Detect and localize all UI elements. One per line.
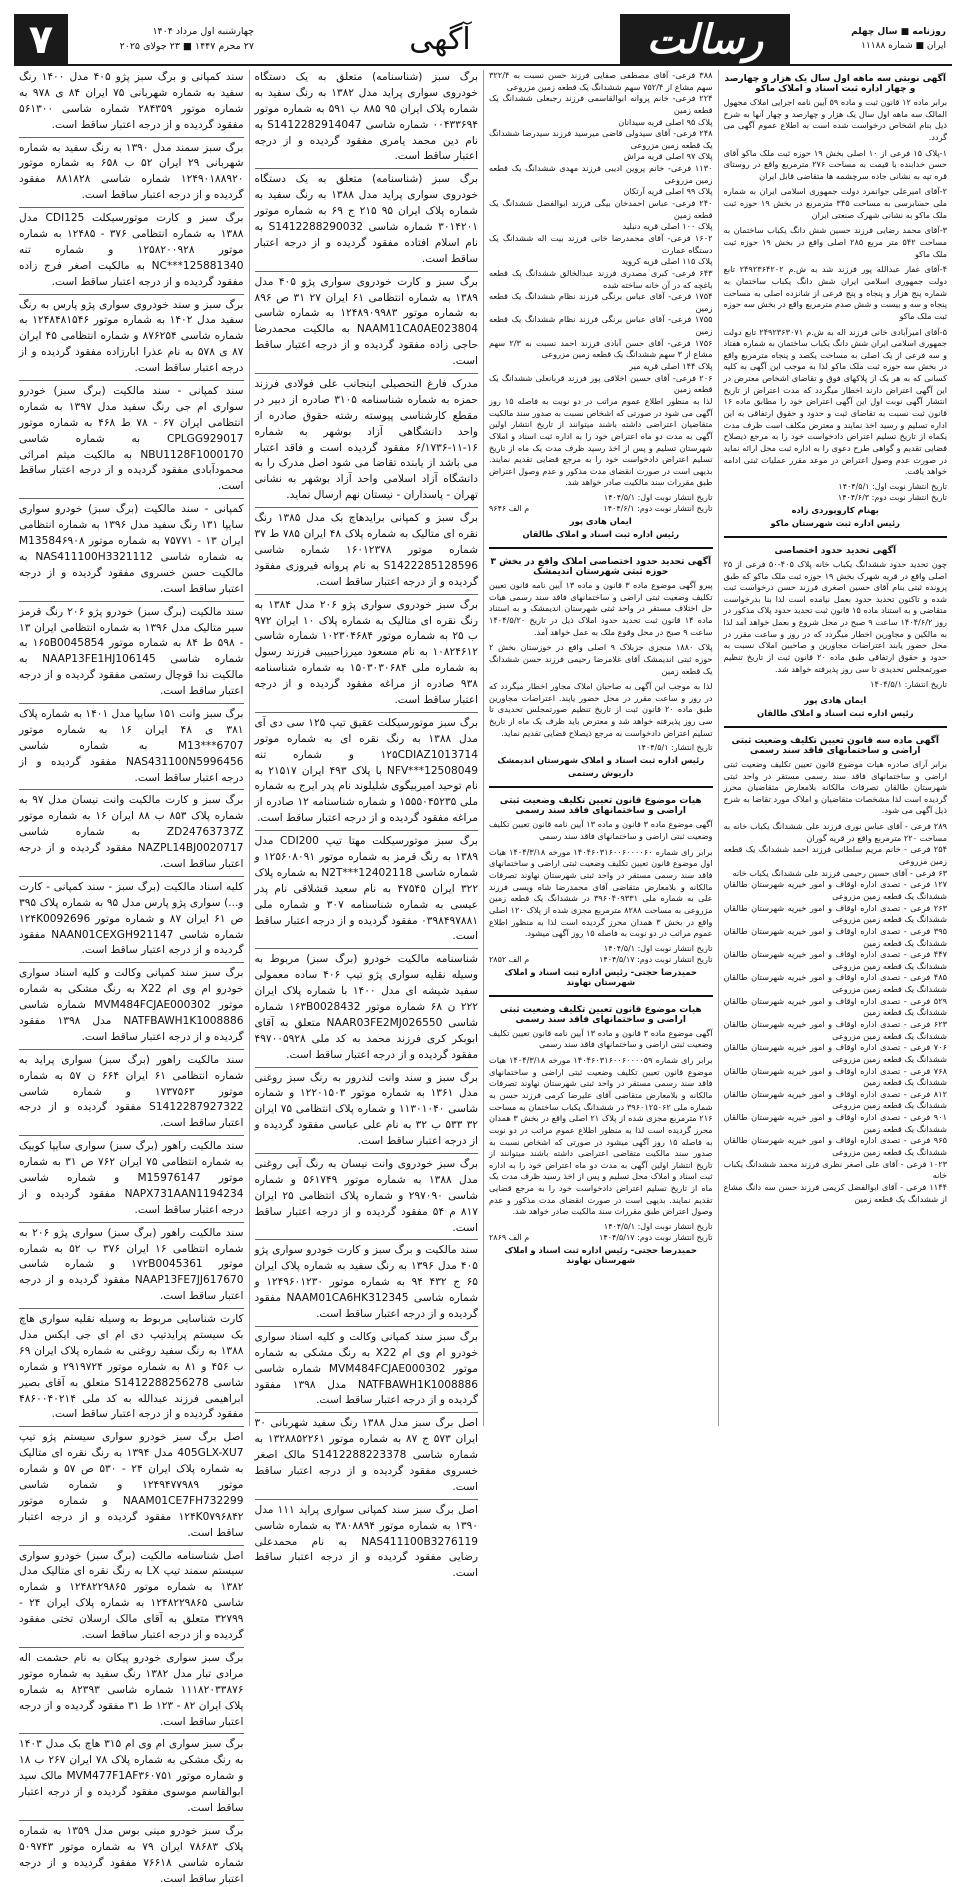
issue-box xyxy=(790,14,952,66)
classified-ad: شناسنامه مالکیت خودرو (برگ سبز) مربوط به وسیله نقلیه سواری پژو تیپ ۴۰۶ ساده معمولی سفید شیشه ای مدل ۱۴۰۰ با شماره پلاک ایران ۲۲۲ ن ۶۸ شماره موتور ۱۶۳B0028432 شماره شاسی NAAR03FE2MJ026550 متعلق به آقای ابوبکر کری فرزند محمد به کد ملی ۴۹۷۰۰۵۹۲۸ مفقود گردیده و از درجه اعتبار ساقط است. xyxy=(254,953,478,1061)
publish-date-first: تاریخ انتشار نوبت اول: ۱۴۰۴/۵/۱ xyxy=(603,1222,713,1232)
list-item: ۴۴۷ فرعی - تصدی اداره اوقاف و امور خیریه شهرستان طالقان ششدانگ یک قطعه زمین مزروعی xyxy=(723,949,947,971)
ad-separator xyxy=(19,1426,244,1427)
ad-separator xyxy=(19,1647,244,1648)
signature-name: رئیس اداره ثبت اسناد و املاک شهرستان اندیمشک xyxy=(497,755,705,766)
signature-name: ایمان هادی پور xyxy=(804,694,867,705)
list-item: ۵۲۹ فرعی - تصدی اداره اوقاف و امور خیریه شهرستان طالقان ششدانگ یک قطعه زمین xyxy=(723,995,947,1018)
list-item: ۹۰۱ فرعی - تصدی اداره اوقاف و امور خیریه شهرستان طالقان ششدانگ یک قطعه زمین xyxy=(723,1112,947,1134)
publish-row xyxy=(489,743,713,752)
ad-heading: هیات موضوع قانون تعیین تکلیف وضعیت ثبتی اراضی و ساختمانهای فاقد سند رسمی xyxy=(499,1004,702,1025)
classified-ad: برگ سبز موتورسیکلت مهتا تیپ CDI200 مدل ۱۳۸۹ به رنگ قرمز به شماره موتور ۱۲۵۶۰۸۰۹۱ و شماره شاسی N2T***12402118 به شماره پلاک ۳۲۲ ایران ۴۷۵۴۵ به نام سعید قشلاقی نام پدر عیسی به شماره شناسنامه ۳۰۷ و شماره ملی ۰۳۹۸۴۹۷۸۸۱ مفقود گردیده و از درجه اعتبار ساقط است. xyxy=(254,835,479,943)
publish-row xyxy=(489,1233,713,1242)
list-item: پلاک ۹۹ اصلی قریه آرتکان xyxy=(623,186,713,197)
list-item: ۳۸۸ فرعی- آقای مصطفی صفایی فرزند حسن نسبت به ۳۲۲/۴ سهم مشاع از ۷۵۲/۴ سهم ششدانگ یک قطعه زمین مزروعی xyxy=(489,70,713,92)
date-box xyxy=(68,14,260,66)
publish-date-second: تاریخ انتشار نوبت دوم: ۱۴۰۴/۵/۱۷ xyxy=(599,954,713,964)
publish-row xyxy=(489,493,713,502)
ad-separator xyxy=(19,137,244,138)
list-item: پلاک ۹۵ اصلی قریه سیدانان xyxy=(618,116,713,127)
signature: حمیدرضا حجتی- رئیس اداره ثبت اسناد و املاک شهرستان نهاوند xyxy=(504,966,697,987)
list-item: ۱۷۵۵ فرعی- آقای عباس برنگی فرزند نظام ششدانگ یک قطعه زمین xyxy=(489,314,713,337)
classified-ad: کمپانی - سند مالکیت (برگ سبز) خودرو سواری سایپا ۱۳۱ رنگ سفید مدل ۱۳۹۶ به شماره انتظامی ایران ۱۳ - ۷۵۷۷۱ به شماره موتور M13584۶۹۰۸ به شماره شاسی NAS411100H3321112 به مالکیت حسن خسروی مفقود گردیده و از درجه اعتبار ساقط است. xyxy=(19,503,244,595)
ad-separator xyxy=(19,294,244,295)
classified-ad: اصل شناسنامه مالکیت (برگ سبز) خودرو سواری سیستم سمند تیپ LX به رنگ نقره ای متالیک مدل ۱۳۸۲ به شماره موتور ۱۲۴۸۲۲۹۸۶۵ و شماره شاسی ۱۲۴۸۲۲۹۸۶۵ به شماره پلاک ایران ۲۴ - ۳۲۷۹۹ متعلق به آقای مالک ارسلان تختی مفقود گردیده و از درجه اعتبار ساقط است. xyxy=(19,1549,244,1642)
ad-paragraph: پلاک ۱۸۸۰ منجزی جزبلاک ۹ اصلی واقع در خوزستان بخش ۲ حوزه ثبتی اندیمشک آقای غلامرضا رحیمی فرزند حسن ششدانگ یک قطعه زمین xyxy=(489,642,713,676)
publish-date-first: تاریخ انتشار نوبت اول: ۱۴۰۴/۵/۱ xyxy=(603,493,713,503)
ad-code: م الف ۲۸۶۹ xyxy=(489,1233,530,1243)
list-item: ۲۲۴ فرعی- خانم پروانه ابوالقاسمی فرزند رجبعلی ششدانگ یک قطعه زمین xyxy=(489,93,713,115)
classified-ad: برگ سبز و کارت خودروی سواری پژو ۴۰۵ مدل ۱۳۸۹ به شماره انتظامی ۶۱ ایران ۲۷ ۳۱ ص ۸۹۶ به شماره موتور ۱۲۴۸۹۰۹۹۸۳ به شماره شاسی NAAM11CA0AE023804 به مالکیت محمدرضا حاجی زاده مفقود گردیده و از درجه اعتبار ساقط است. xyxy=(254,275,478,368)
classified-ad: سند مالکیت و برگ سبز و کارت خودرو سواری پژو ۴۰۵ مدل ۱۳۹۶ به رنگ سفید به شماره پلاک ایران ۶۵ ج ۴۳۲ ۹۴ به شماره موتور ۱۲۴۹۶۰۱۲۳۰ و شماره شاسی NAAM01CA6HK312345 مفقود گردیده و از درجه اعتبار ساقط است. xyxy=(254,1244,478,1321)
classified-ad: سند کمپانی و برگ سبز پژو ۴۰۵ مدل ۱۴۰۰ رنگ سفید به شماره شهربانی ۷۵ ایران ۸۴ ی ۹۷۸ به شماره موتور ۲۸۴۳۵۹ شماره شاسی ۵۶۱۳۰۰ مفقود گردیده و از درجه اعتبار ساقط است. xyxy=(19,71,244,131)
classified-ad: برگ سبز و سند وانت لندرور به رنگ سبز روغنی مدل ۱۳۶۱ به شماره موتور ۱۲۲۰۱۵۰۳ و شماره شاسی ۱۱۳۰۱۰۴۰ و شماره پلاک انتظامی ۷۵ ایران ۳۲ ۵۳۳ ب ۳۲ به نام علی عباسی مفقود گردیده و از درجه اعتبار ساقط است. xyxy=(254,1071,478,1148)
classified-ad: برگ سبز سواری خودرو پیکان به نام حشمت اله مرادی تبار مدل ۱۳۸۲ رنگ سفید به شماره موتور ۱۱۱۸۲۰۳۳۸۷۶ شماره شاسی ۸۲۳۹۳ به شماره پلاک ایران ۸۲ - ۱۲۳ ط ۳۱ مفقود گردیده و از درجه اعتبار ساقط است. xyxy=(19,1651,244,1728)
date-line-1: چهارشنبه اول مرداد ۱۴۰۴ xyxy=(152,26,254,37)
ad-separator xyxy=(255,1326,479,1327)
publish-date-first: تاریخ انتشار نوبت اول: ۱۴۰۴/۵/۱ xyxy=(603,943,713,953)
ad-heading: آگهی نوبتی سه ماهه اول سال یک هزار و چهارصد و چهار اداره ثبت اسناد و املاک ماکو xyxy=(724,74,946,94)
ad-paragraph: آگهی موضوع ماده ۳ قانون و ماده ۱۳ آیین نامه قانون تعیین تکلیف وضعیت ثبتی اراضی و ساختمانهای فاقد سند رسمی xyxy=(489,819,713,842)
ad-paragraph: برابر رای شماره ۱۴۰۴۶۰۳۱۶۰۰۶۰۰۰۰۶۰ مورخه ۱۴۰۴/۳/۱۸ هیات اول موضوع قانون تعیین تکلیف وضعیت ثبتی اراضی و ساختمانهای فاقد سند رسمی مستقر در واحد ثبتی شهرستان نهاوند تصرفات مالکانه و بلامعارض متقاضی آقای محمدرضا شاه ویسی فرزند علی به شماره ملی ۳۹۶۰۴۰۹۳۳۱ در ششدانگ یک قطعه زمین مزروعی به مساحت ۸۲۸۸ مترمربع مجزی شده از پلاک ۱۲۰ اصلی واقع در بخش ۳ همدان محرز گردیده است لذا به منظور اطلاع عموم مراتب در دو نوبت به فاصله ۱۵ روز آگهی میشود. xyxy=(489,846,713,939)
list-item: ۱۱۳۰ فرعی- خانم پروین ادیبی فرزند مهدی ششدانگ یک قطعه زمین مزروعی xyxy=(489,163,713,185)
divider xyxy=(489,786,713,788)
publish-date-second: تاریخ انتشار نوبت دوم: ۱۴۰۴/۵/۱۷ xyxy=(599,1233,713,1243)
ad-separator xyxy=(255,594,479,595)
classified-ad: مدرک فارغ التحصیلی اینجانب علی فولادی فرزند حمزه به شماره شناسنامه ۳۱۰۵ صادره از دبیر در مقطع کارشناسی پیوسته رشته حقوق صادره از واحد دانشگاهی آزاد بوشهر به شماره ۱۶-۱۱-۶/۱۷۳۶ مفقود گردیده است و فاقد اعتبار می باشد از یابنده تقاضا می شود اصل مدرک را به دانشگاه آزاد اسلامی واحد آزاد بوشهر به نشانی تهران - پاسداران - نیستان نهم ارسال نماید. xyxy=(254,378,478,502)
signature-name: بهنام کاروپوردی زاده xyxy=(791,504,879,515)
classified-ad: برگ سبز خودرو مینی بوس مدل ۱۳۵۹ به شماره پلاک ۷۸۶۸۳ ایران ۷۹ به شماره موتور ۵۰۹۷۴۳ شماره شاسی ۷۶۶۱۸ مفقود گردیده و از درجه اعتبار ساقط است. xyxy=(19,1824,244,1885)
column-2 xyxy=(483,70,718,1426)
list-item: ۲۰۶ فرعی- آقای حسین اخلاقی پور فرزند قربانعلی ششدانگ یک قطعه زمین xyxy=(489,372,713,395)
ad-separator xyxy=(255,168,479,169)
list-item: پلاک ۱۱۵ اصلی قریه کروید xyxy=(621,256,713,267)
ad-paragraph: برابر ماده ۱۲ قانون ثبت و ماده ۵۹ آیین نامه اجرایی املاک مجهول المالک سه ماهه اول سال یک هزار و چهارصد و چهار آنها به شرح ذیل بنام اشخاص درخواست شده است به اطلاع عموم آگهی می گردد. xyxy=(723,97,948,142)
classified-ad: سند مالکیت راهور (برگ سبز) سواری پژو ۲۰۶ به شماره انتظامی ۱۶ ایران ۳۷۶ ب ۵۲ به شماره موتور ۱۷۲B0045361 و شماره شاسی NAAP13FE7JJ617670 مفقود گردیده و از درجه اعتبار ساقط است. xyxy=(19,1226,244,1303)
page-number: ۷ xyxy=(14,14,68,66)
column-1 xyxy=(718,70,953,1426)
classified-ad: سند مالکیت (برگ سبز) خودرو پژو ۲۰۶ رنگ قرمز سیر متالیک مدل ۱۳۹۶ به شماره انتظامی ایران ۱۳ - ۵۹۸ ط ۸۴ به شماره موتور ۱۶۵B0045854 به شماره شاسی NAAP13FE1HJ106145 به مالکیت ندا قوچال رستمی مفقود گردیده و از درجه اعتبار ساقط است. xyxy=(19,605,244,698)
divider xyxy=(489,547,713,549)
classified-ad: برگ سبز سند کمپانی وکالت و کلیه اسناد سواری خودرو ام وی ام X22 به رنگ مشکی به شماره موتور MVM484FCJAE000302 شماره شاسی NATFBAWH1K1008886 مدل ۱۳۹۸ مفقود گردیده و از درجه اعتبار ساقط است. xyxy=(19,967,244,1043)
ad-separator xyxy=(255,948,479,949)
publish-dates xyxy=(724,482,948,491)
classified-ad: سند کمپانی - سند مالکیت (برگ سبز) خودرو سواری ام جی رنگ سفید مدل ۱۳۹۷ به شماره انتظامی ایران ۶۷ - ۷۸ ط ۴۶۸ به شماره موتور CPLGG929017 به شماره شاسی NBU1128F1000170 به مالکیت میثم امرائی محمودآبادی مفقود گردیده و از درجه اعتبار ساقط است. xyxy=(19,385,244,493)
ad-separator xyxy=(19,876,244,877)
classified-ad: برگ سبز و کمپانی برایدهاچ بک مدل ۱۳۸۵ رنگ نقره ای متالیک به شماره پلاک ۴۸ ایران ۷۸۵ ط ۳۷ شماره موتور ۱۶۰۱۲۳۷۸ شماره شاسی S1422285128596 به نام پروانه فیروزی مفقود گردیده و از درجه اعتبار ساقط است. xyxy=(254,512,478,588)
ad-heading: آگهی تحدید حدود اختصاصی املاک واقع در بخش ۳ حوزه ثبتی شهرستان اندیمشک xyxy=(490,557,712,578)
ad-separator xyxy=(19,962,244,963)
classified-ad: برگ سبز خودروی سواری پژو ۲۰۶ مدل ۱۳۸۴ به رنگ نقره ای متالیک به شماره پلاک ۱۰ ایران ۹۷۲ ب ۲۵ به شماره موتور ۱۰۲۳۰۴۶۸۴ شماره شاسی ۱۰۸۲۴۶۱۲ به نام مسعود میرزاحبیبی فرزند رسول به شماره ملی ۱۵۰۳۰۳۰۶۸۴ به شماره شناسنامه ۹۳۸ صادره از مراغه مفقود گردیده و از درجه اعتبار ساقط است. xyxy=(254,598,478,706)
date-line-2: ۲۷ محرم ۱۴۴۷ ■ ۲۳ جولای ۲۰۲۵ xyxy=(119,41,254,52)
classified-ad: برگ سبز و کارت مالکیت وانت نیسان مدل ۹۷ به شماره پلاک ۸۵۳ ب ۸۸ ایران ۱۶ به شماره موتور ZD24763737Z به شماره شاسی NAZPL14BJ0020717 مفقود گردیده و از درجه اعتبار ساقط است. xyxy=(19,794,244,870)
signature-title: رئیس اداره ثبت اسناد و املاک طالقان xyxy=(522,529,680,540)
ad-separator xyxy=(19,703,244,704)
ad-separator xyxy=(19,1308,244,1309)
ad-separator xyxy=(19,207,244,208)
ad-separator xyxy=(19,1545,244,1546)
publish-date-second: تاریخ انتشار نوبت دوم: ۱۴۰۴/۶/۱ xyxy=(603,504,713,514)
ad-separator xyxy=(19,601,244,602)
ad-separator xyxy=(255,830,479,831)
list-item: ۱۰۲۳ فرعی - آقای علی اصغر نظری فرزند محمد ششدانگ یکباب خانه xyxy=(723,1158,947,1181)
list-item: پلاک ۱۴۴ اصلی قریه میر xyxy=(629,361,713,372)
classified-ad: برگ سبز موتورسیکلت عقیق تیپ ۱۲۵ سی دی آی مدل ۱۳۸۸ به رنگ نقره ای به شماره موتور ۱۲۵CDIAZ1013714 و شماره تنه NFV***12508049 با پلاک ۴۹۳ ایران ۲۱۵۱۷ به نام توحید امیربیگوی شلیلوند نام پدر ایرج به شماره ملی ۱۵۵۵۰۴۵۲۳۵ و شماره شناسنامه ۱۲ صادره از مراغه مفقود گردیده و از درجه اعتبار ساقط است. xyxy=(254,716,478,825)
section-title: آگهی xyxy=(260,14,620,66)
list-item: پلاک ۹۷ اصلی قریه مراش xyxy=(623,151,713,162)
list-item: ۲۴۰ فرعی- عباس احمدخان بیگی فرزند ابوالفضل ششدانگ یک قطعه زمین xyxy=(489,198,713,220)
issue-line-2: ایران ■ شماره ۱۱۱۸۸ xyxy=(861,41,946,51)
publish-row xyxy=(489,1222,713,1231)
column-3 xyxy=(249,70,484,1580)
ad-paragraph: ۳-آقای محمد رضایی فرزند حسین شش دانگ یکباب ساختمان به مساحت ۵۴۲ متر مربع ۲۸۵ اصلی واقع در بخش ۱۹ حوزه ثبت ملک ماکو xyxy=(723,225,947,259)
ad-paragraph: برابر آرای صادره هیات موضوع قانون تعیین تکلیف وضعیت ثبتی اراضی و ساختمانهای فاقد سند رسمی مستقر در واحد ثبتی شهرستان طالقان تصرفات مالکانه بلامعارض متقاضیان محرز گردیده است لذا مشخصات متقاضیان و املاک مورد تقاضا به شرح ذیل آگهی می شود. xyxy=(723,758,947,816)
ad-paragraph: ۱-پلاک ۱۵ فرعی از ۱۰ اصلی بخش ۱۹ حوزه ثبت ملک ماکو آقای حسن خدابنده با قیمت به مساحت ۲۷۶ مترمربع واقع در روستای قره تپه به نشانی جاده سرچشمه ها متقاضی قابل ایران xyxy=(723,147,947,181)
signature-title: رئیس اداره ثبت شهرستان ماکو xyxy=(770,517,900,528)
classified-ad: برگ سبز سواری ام وی ام ۳۱۵ هاچ بک مدل ۱۴۰۳ به رنگ مشکی به شماره پلاک ۷۸ ایران ۲۶۷ ب ۱۸ و شماره موتور MVM477F1AF۳۶۰۷۵۱ مالک سید ابوالقاسم موسوی مفقود گردیده و از درجه اعتبار ساقط است. xyxy=(19,1738,244,1814)
divider xyxy=(724,536,948,538)
classified-ad: برگ سبز سمند مدل ۱۳۹۰ به رنگ سفید به شماره شهربانی ۲۹ ایران ۵۲ ب ۶۵۸ به شماره موتور ۱۲۴۹۰۱۸۸۹۲۰ شماره شاسی ۸۸۱۸۲۸ مفقود گردیده و از درجه اعتبار ساقط است. xyxy=(19,141,244,202)
list-item: ۹۶۵ فرعی - تصدی اداره اوقاف و امور خیریه شهرستان طالقان ششدانگ یک قطعه زمین مزروعی xyxy=(723,1135,947,1158)
list-item: ۱۷۵۶ فرعی- آقای حسن آبادی فرزند احمد نسبت به ۲/۳ سهم مشاع از ۳ سهم ششدانگ یک قطعه زمین مزروعی xyxy=(489,337,713,360)
ad-separator xyxy=(255,1412,479,1413)
ad-separator xyxy=(19,1820,244,1821)
ad-heading: آگهی تحدید حدود اختصاصی xyxy=(774,545,897,556)
list-item: ۴۸۵ فرعی - تصدی اداره اوقاف و امور خیریه شهرستان طالقان ششدانگ یک قطعه زمین مزروعی xyxy=(723,972,947,995)
publish-row xyxy=(489,955,713,964)
classified-ad: برگ سبز سند کمپانی وکالت و کلیه اسناد سواری خودرو ام وی ام X22 به رنگ مشکی به شماره موتور MVM484FCJAE000302 شماره شاسی NATFBAWH1K1008886 مدل ۱۳۹۸ مفقود گردیده و از درجه اعتبار ساقط است. xyxy=(254,1330,478,1407)
signature-name: ایمان هادی پور xyxy=(569,516,632,527)
list-item: ۷۰۶ فرعی - تصدی اداره اوقاف و امور خیریه شهرستان طالقان ششدانگ یک قطعه زمین مزروعی xyxy=(723,1042,947,1064)
newspaper-logo: رسالت xyxy=(620,14,790,66)
list-item: ۶۳ فرعی - آقای حسین رحیمی فرزند علی ششدانگ یکباب خانه xyxy=(732,867,947,878)
ad-paragraph: برابر رای شماره ۱۴۰۴۶۰۳۱۶۰۰۶۰۰۰۰۵۹ مورخه ۱۴۰۴/۳/۱۸ هیات موضوع قانون تعیین تکلیف وضعیت ثبتی اراضی و ساختمانهای فاقد سند رسمی مستقر در واحد ثبتی شهرستان نهاوند تصرفات مالکانه و بلامعارض متقاضی آقای علیرضا کرمی فرزند حسن به شماره ملی ۳۹۶۰۱۲۵۰۶۲ در ششدانگ یکباب ساختمان به مساحت ۲۱۶ مترمربع مجزی شده از پلاک ۲۱ اصلی واقع در بخش ۳ همدان محرز گردیده است لذا به منظور اطلاع عموم مراتب در دو نوبت به فاصله ۱۵ روز آگهی میشود در صورتی که اشخاص نسبت به صدور سند مالکیت متقاضی اعتراضی داشته باشند میتوانند از تاریخ انتشار اولین آگهی به مدت دو ماه اعتراض خود را به اداره ثبت اسناد و املاک محل تسلیم و پس از اخذ رسید ظرف مدت یک ماه از تاریخ تسلیم اعتراض دادخواست خود را به مرجع قضایی تقدیم نمایند. بدیهی است در صورت انقضای مدت مذکور و عدم وصول اعتراض طبق مقررات سند مالکیت صادر خواهد شد. xyxy=(489,1055,713,1217)
ad-separator xyxy=(255,1239,479,1240)
classified-ad: برگ سبز (شناسنامه) متعلق به یک دستگاه خودروی سواری پراید مدل ۱۳۸۸ به رنگ سفید به شماره پلاک ایران ۹۵ ۲۱۵ ج ۶۹ به شماره موتور ۳۰۱۴۲۰۱ شماره شاسی S1412288290032 به نام اسلام افتاده مفقود گردیده و از درجه اعتبار ساقط است. xyxy=(254,173,479,265)
classified-ad: کلیه اسناد مالکیت (برگ سبز - سند کمپانی - کارت و...) سواری پژو پارس مدل ۹۵ به شماره پلاک ۳۹۵ ص ۶۱ ایران ۸۷ و شماره موتور ۱۲۴K0092696 شماره شاسی NAAN01CEXGH921147 مفقود گردیده و از درجه اعتبار ساقط است. xyxy=(19,880,244,957)
ad-separator xyxy=(255,1153,479,1154)
ad-separator xyxy=(255,507,479,508)
ad-paragraph: تاریخ انتشار: ۱۴۰۴/۵/۱ xyxy=(870,679,947,690)
list-item: ۱۷۵۴ فرعی- آقای عباس برنگی فرزند نظام ششدانگ یک قطعه زمین xyxy=(489,291,713,313)
list-item: ۱۶۰۲ فرعی- آقای محمدرضا خانی فرزند بیت اله ششدانگ یک دستگاه عمارت xyxy=(489,232,713,255)
ad-separator xyxy=(19,1222,244,1223)
list-item: ۱۱۴۴ فرعی - آقای ابوالفضل کریمی فرزند حسن سه دانگ مشاع از ششدانگ یک قطعه زمین xyxy=(723,1181,947,1204)
publish-dates-2 xyxy=(724,493,948,502)
classified-ad: برگ سبز خودروی وانت نیسان به رنگ آبی روغنی مدل ۱۳۸۸ به شماره موتور ۵۶۱۷۴۹ و شماره شاسی ۲۹۷۰۹۰ و شماره پلاک انتظامی ۲۵ ایران ۸۱۷ م ۵۴ مفقود گردیده و از درجه اعتبار ساقط است. xyxy=(254,1158,478,1234)
column-4 xyxy=(14,70,249,1885)
ad-paragraph: لذا به منظور اطلاع عموم مراتب در دو نوبت به فاصله ۱۵ روز آگهی می شود در صورتی که اشخاص نسبت به صدور سند مالکیت متقاضیان اعتراضی داشته باشند میتوانند از تاریخ انتشار اولین آگهی به مدت دو ماه اعتراض خود را به اداره ثبت اسناد و املاک شهرستان تسلیم و پس از اخذ رسید ظرف مدت یک ماه از تاریخ تسلیم اعتراض دادخواست خود را به مرجع قضایی تقدیم نمایند. بدیهی است در صورت انقضای مدت مذکور و عدم وصول اعتراض طبق مقررات سند مالکیت صادر خواهد شد. xyxy=(489,395,713,488)
publish-date: تاریخ انتشار: ۱۴۰۴/۵/۱ xyxy=(637,743,713,753)
ad-paragraph: پیرو آگهی موضوع ماده ۳ قانون و ماده ۱۳ آیین نامه قانون تعیین تکلیف وضعیت ثبتی اراضی و ساختمانهای فاقد سند رسمی هیات حل اختلاف مستقر در واحد ثبتی شهرستان اندیمشک و به استناد ماده ۱۴ قانون ثبت تحدید حدود املاک ذیل در تاریخ ۱۴۰۴/۵/۲۰ ساعت ۹ صبح در محل وقوع ملک به عمل خواهد آمد. xyxy=(489,580,713,637)
ad-separator xyxy=(19,380,244,381)
list-item: ۶۴۳ فرعی- کبری مصدری فرزند عبدالخالق ششدانگ یک قطعه باغچه که در آن خانه ساخته شده xyxy=(489,267,713,290)
ad-paragraph: ۴-آقای غفار عبدالله پور فرزند شد به ش.م ۲۴۹۲۳۶۴۲۰۲ تابع دولت جمهوری اسلامی ایران شش دانگ یکباب ساختمان به شماره پنج هزار و پنجاه و پنج فرعی از شانزده اصلی به مساحت پنجاه و سه و بیست و شش صدم مترمربع واقع در بخش سه حوزه ثبت ملک ماکو xyxy=(723,264,947,321)
issue-line-1: روزنامه ■ سال چهلم xyxy=(851,27,946,37)
ad-separator xyxy=(255,1499,479,1500)
classified-ad: اصل برگ سبز مدل ۱۳۸۸ رنگ سفید شهربانی ۳۰ ایران ۵۷۳ ج ۸۷ به شماره موتور ۱۳۲۸۸۵۲۲۶۱ به شماره شاسی S1412288223378 مالک اصغر خسروی مفقود گردیده و از درجه اعتبار ساقط است. xyxy=(254,1417,479,1493)
list-item: ۲۴۸ فرعی- آقای سیدولی قاضی میرسید فرزند سیدرضا ششدانگ یک قطعه زمین مزروعی xyxy=(489,128,713,150)
list-item: ۲۵۴ فرعی - خانم مریم سلطانی فرزند احمد ششدانگ یک قطعه زمین مزروعی xyxy=(723,844,947,867)
list-item: ۸۱۲ فرعی - تصدی اداره اوقاف و امور خیریه شهرستان طالقان ششدانگ یک قطعه زمین مزروعی xyxy=(723,1088,947,1111)
classified-ad: برگ سبز و سند خودروی سواری پژو پارس به رنگ سفید مدل ۱۴۰۲ به شماره موتور ۱۲۴۸۴۸۱۵۴۶ به شماره شاسی ۸۷۶۲۵۴ و شماره انتظامی ۴۵ ایران ۸۷ ی ۵۷۸ به نام عذرا ابارزاده مفقود گردیده و از درجه اعتبار ساقط است. xyxy=(19,298,244,375)
masthead xyxy=(14,14,952,66)
classified-ad: برگ سبز وانت ۱۵۱ سایپا مدل ۱۴۰۱ به شماره پلاک ۳۸۱ ی ۴۸ ایران ۱۶ به شماره موتور M13***6707 به شماره شاسی NAS431100N5996456 مفقود گردیده و از درجه اعتبار ساقط است. xyxy=(19,707,244,784)
list-item: ۱۲۷ فرعی - تصدی اداره اوقاف و امور خیریه شهرستان طالقان ششدانگ یک قطعه زمین مزروعی xyxy=(723,879,947,901)
ad-separator xyxy=(19,1135,244,1136)
ad-paragraph: ۲-آقای امیرعلی جوانمرد دولت جمهوری اسلامی ایران به شماره ملی حسابرسی به مساحت ۳۴۵ مترمربع در بخش ۱۹ حوزه ثبت ملک ماکو به نشانی شهرک صنعتی ایران xyxy=(723,186,948,220)
ad-separator xyxy=(19,498,244,499)
list-item: ۲۸۹ فرعی - آقای عباس نوری فرزند علی ششدانگ یکباب خانه به مساحت ۲۲۰ مترمربع واقع در قریه گوران xyxy=(723,821,947,843)
ad-separator xyxy=(255,271,479,272)
ad-code: م الف ۹۶۴۶ xyxy=(489,504,530,514)
signature-title: رئیس اداره ثبت اسناد و املاک طالقان xyxy=(756,707,914,718)
ad-columns xyxy=(14,70,952,1885)
publish-row xyxy=(489,944,713,953)
ad-separator xyxy=(255,373,479,374)
classified-ad: برگ سبز و کارت موتورسیکلت CDI125 مدل ۱۳۸۸ به شماره انتظامی ۳۷۶ - ۱۲۴۸۵ به شماره موتور ۱۲۵۸۲۰۰۹۲۸ و شماره تنه NC***125881340 به مالکیت اصغر فرج زاده مفقود گردیده و از درجه اعتبار ساقط است. xyxy=(19,212,244,288)
publish-date-second: تاریخ انتشار نوبت دوم: ۱۴۰۴/۶/۳ xyxy=(837,492,947,502)
signature-title: داریوش رستمی xyxy=(568,768,634,779)
publish-date-first: تاریخ انتشار نوبت اول: ۱۴۰۴/۵/۱ xyxy=(838,481,947,491)
list-item: ۳۹۵ فرعی - تصدی اداره اوقاف و امور خیریه شهرستان طالقان ششدانگ یک قطعه زمین xyxy=(723,925,947,948)
ad-heading: هیات موضوع قانون تعیین تکلیف وضعیت ثبتی اراضی و ساختمانهای فاقد سند رسمی xyxy=(499,796,702,817)
publish-row xyxy=(489,504,713,513)
list-item: ۲۶۳ فرعی - تصدی اداره اوقاف و امور خیریه شهرستان طالقان ششدانگ یک قطعه زمین مزروعی xyxy=(723,902,947,925)
ad-paragraph: آگهی موضوع ماده ۳ قانون و ماده ۱۳ آیین نامه قانون تعیین تکلیف وضعیت ثبتی اراضی و ساختمانهای فاقد سند رسمی xyxy=(489,1027,713,1050)
classified-ad: اصل برگ سبز خودرو سواری سیستم پژو تیپ 405GLX-XU7 مدل ۱۳۹۴ به رنگ نقره ای متالیک به شماره پلاک ایران ۲۴ - ۵۳۰ ص ۵۷ و شماره موتور ۱۲۴۹۴۷۷۹۸۹ و شماره شاسی NAAM01CE7FH732299 و شماره موتور ۱۲۴K0۷۹۶۸۴۲ مفقود گردیده و از درجه اعتبار ساقط است. xyxy=(19,1431,244,1539)
classified-ad: کارت شناسایی مربوط به وسیله نقلیه سواری هاچ بک سیستم پرایدتیپ دی ام ای جی ایکس مدل ۱۳۸۸ به رنگ سفید روغنی به شماره پلاک ایران ۶۹ ب ۴۵۶ و ۸۱ به شماره موتور ۲۹۱۹۷۲۴ و شماره شاسی S1412288256278 متعلق به آقای بصیر ابراهیمی فرزند عبدالله به کد ملی ۴۸۶۰۰۴۰۲۱۴ مفقود گردیده و از درجه اعتبار ساقط است. xyxy=(19,1313,244,1421)
classified-ad: اصل برگ سبز سند کمپانی سواری پراید ۱۱۱ مدل ۱۳۹۰ به شماره موتور ۳۸۰۸۸۹۴ به شماره شاسی NAS411100B3276119 به نام محمدعلی رضایی مفقود گردیده و از درجه اعتبار ساقط است. xyxy=(254,1503,478,1580)
signature: حمیدرضا حجتی- رئیس اداره ثبت اسناد و املاک شهرستان نهاوند xyxy=(504,1245,697,1266)
ad-separator xyxy=(19,789,244,790)
list-item: پلاک ۱۰۰ اصلی قریه دنبلید xyxy=(622,221,713,232)
classified-ad: سند مالکیت راهور (برگ سبز) سواری پراید به شماره انتظامی ۶۱ ایران ۶۶۴ ن ۵۷ به شماره موتور ۱۷۳۷۵۶۳ و شماره شاسی S1412287927322 مفقود گردیده و از درجه اعتبار ساقط است. xyxy=(19,1053,244,1130)
divider xyxy=(489,995,713,997)
ad-separator xyxy=(19,1049,244,1050)
divider xyxy=(724,726,948,728)
ad-paragraph: لذا به موجب این آگهی به صاحبان املاک مجاور اخطار میگردد که در روز و ساعت مقرر در محل حضور یابند. اعتراضات مجاورین طبق ماده ۲۰ قانون ثبت از تاریخ تنظیم صورتمجلس تحدیدی تا سی روز پذیرفته خواهد شد و معترض باید ظرف یک ماه از تاریخ تسلیم اعتراض دادخواست به مرجع ذیصلاح قضایی تقدیم نماید. xyxy=(489,681,713,738)
ad-paragraph: ۵-آقای امیرآبادی خانی فرزند اله به ش.م ۲۴۹۲۳۶۳۰۷۱ تابع دولت جمهوری اسلامی ایران شش دانگ یکباب ساختمان به شماره هفتاد و سه فرعی از یک اصلی به مساحت یکصد و پنجاه مترمربع واقع در بخش سه حوزه ثبت ملک ماکو لذا به موجب این آگهی به کلیه کسانی که به هر یک از پلاکهای فوق و تقاضای اشخاص معترض در این آگهی اعتراض دارند اخطار میگردد که مدت اعتراض از تاریخ انتشار آگهی نوبت اول این آگهی اعتراض خود را مطابق ماده ۱۶ قانون ثبت نسبت به تقاضای ثبت و حدود و حقوق ارتفاقی به این اداره تسلیم و رسید اخذ نمایند و معترض مکلف است ظرف مدت یکماه از تاریخ تسلیم اعتراض دادخواست خود را به مرجع ذیصلاح قضایی تقدیم و گواهی طرح دعوی را به اداره ثبت محل ارائه نماید در صورت عدم وصول اعتراض در موعد مقرر عملیات ثبتی ادامه خواهد یافت. xyxy=(723,326,947,477)
ad-separator xyxy=(255,1067,479,1068)
ad-separator xyxy=(255,712,479,713)
ad-heading: آگهی ماده سه قانون تعیین تکلیف وضعیت ثبتی اراضی و ساختمانهای فاقد سند رسمی xyxy=(731,735,939,756)
ad-paragraph: چون تحدید حدود ششدانگ یکباب خانه پلاک ۴۰۵-۵۰ فرعی از ۲۵ اصلی واقع در قریه شهرک بخش ۱۹ حوزه ثبت ملک ماکو که طبق پرونده ثبتی بنام آقای حسین اصغری فرزند حسن درخواست ثبت شده و تاکنون تحدید حدود بعمل نیامده است لذا بنا بدرخواست متقاضی و به استناد ماده ۱۵ قانون ثبت تحدید حدود پلاک مذکور در روز ۱۴۰۴/۶/۲ ساعت ۹ صبح در محل شروع و بعمل خواهد آمد لذا به مالکین و مجاورین اخطار میگردد که در روز و ساعت مقرر در محل حضور یابند اعتراضات مجاورین و صاحبین املاک نسبت به حدود و حقوق ارتفاقی طبق ماده ۲۰ قانون ثبت از تاریخ تنظیم صورتمجلس تحدیدی تا سی روز پذیرفته خواهد شد. xyxy=(723,558,947,674)
list-item: ۶۲۳ فرعی - تصدی اداره اوقاف و امور خیریه شهرستان طالقان ششدانگ یک قطعه زمین مزروعی xyxy=(723,1019,947,1041)
ad-separator xyxy=(19,1733,244,1734)
classified-ad: سند مالکیت راهور (برگ سبز) سواری سایپا کوییک به شماره انتظامی ۷۵ ایران ۷۶۲ ص ۳۱ به شماره موتور M15976147 و شماره شاسی NAPX731AAN1194234 مفقود گردیده و از درجه اعتبار ساقط است. xyxy=(19,1140,244,1216)
list-item: ۷۶۸ فرعی - تصدی اداره اوقاف و امور خیریه شهرستان طالقان ششدانگ یک قطعه زمین xyxy=(723,1065,947,1088)
ad-code: م الف ۲۸۵۲ xyxy=(489,954,530,964)
classified-ad: برگ سبز (شناسنامه) متعلق به یک دستگاه خودروی سواری پراید مدل ۱۳۸۲ به رنگ سفید به شماره پلاک ایران ۹۵ ۸۸۵ ب ۵۹۱ به شماره موتور ۰۰۴۳۳۶۹۴ شماره شاسی S1412282914047 به نام دین محمد یامری مفقود گردیده و از درجه اعتبار ساقط است. xyxy=(254,71,478,163)
